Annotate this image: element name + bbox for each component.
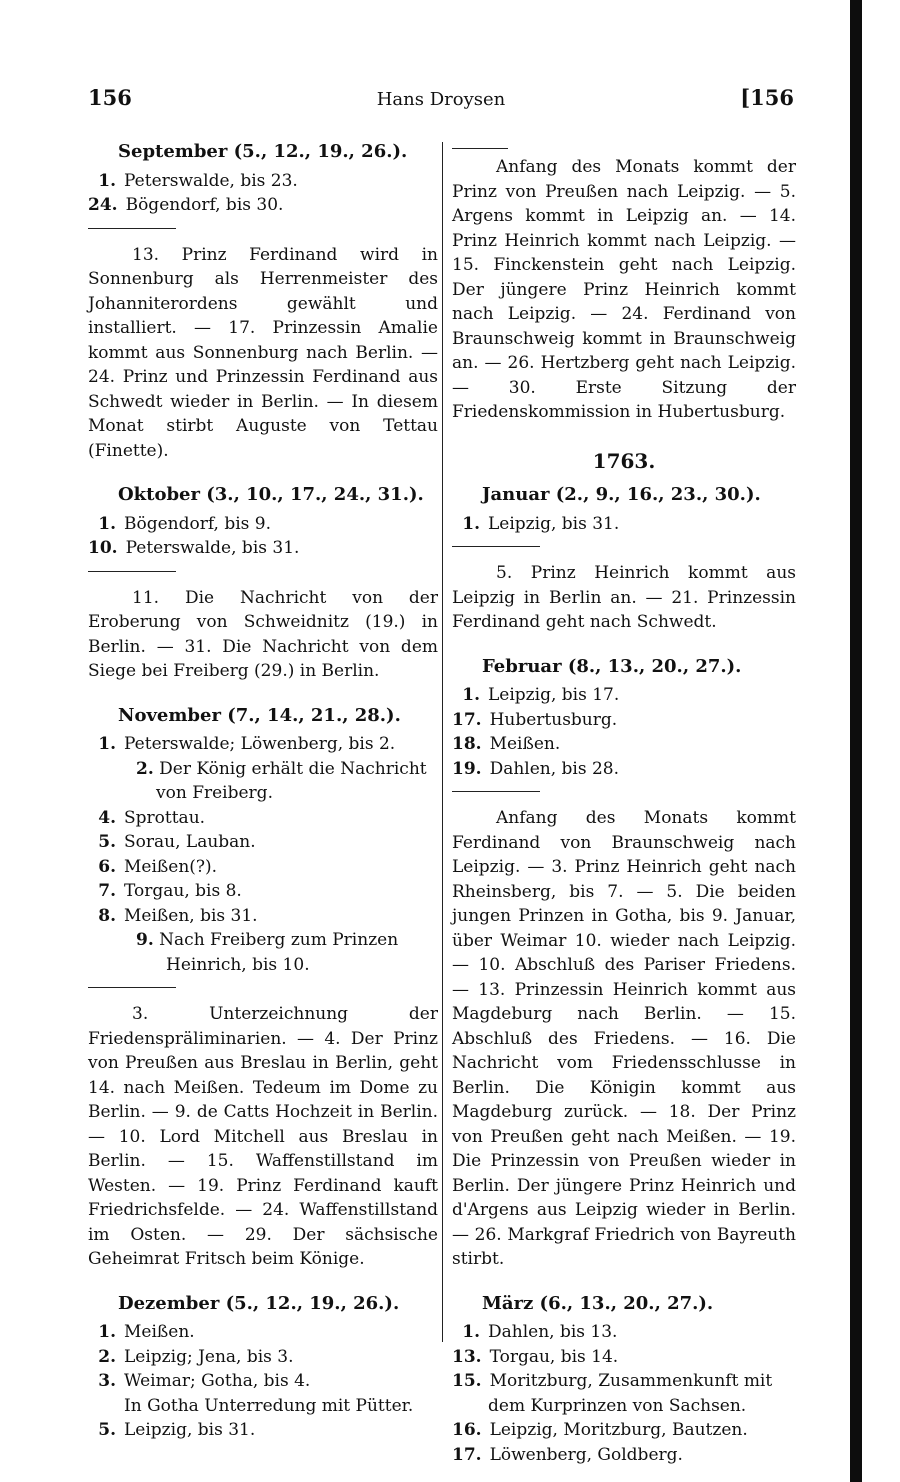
- events-paragraph-februar: Anfang des Monats kommt Ferdinand von Braunschweig nach Leipzig. — 3. Prinz Heinrich geht nach Rheinsberg, bis 7. — 5. Die beiden jungen Prinzen in Gotha, bis 9. Januar, über Weimar 10. wieder nach Leipzig. — 10. Abschluß des Pariser Friedens. — 13. Prinzessin Heinrich kommt aus Magdeburg nach Berlin. — 15. Abschluß des Friedens. — 16. Die Nachricht vom Friedensschlusse in Berlin. Die Königin kommt aus Magdeburg zurück. — 18. Der Prinz von Preußen geht nach Meißen. — 19. Die Prinzessin von Preußen wieder in Berlin. Der jüngere Prinz Heinrich und d'Argens aus Leipzig wieder in Berlin. — 26. Markgraf Friedrich von Bayreuth stirbt.: [452, 808, 796, 1269]
- page-number-left: 156: [88, 85, 132, 110]
- itinerary-entry: [88, 1320, 438, 1345]
- page-edge-bar: [850, 0, 862, 1482]
- entry-day: 7.: [98, 881, 116, 901]
- month-heading-februar: Februar (8., 13., 20., 27.).: [482, 655, 742, 677]
- itinerary-entry: [88, 1418, 438, 1443]
- entry-text: Peterswalde, bis 31.: [125, 538, 300, 558]
- entry-day: 18.: [452, 734, 482, 754]
- column-divider: [442, 142, 443, 1342]
- right-column: [452, 140, 796, 1467]
- itinerary-entry: [452, 1418, 796, 1443]
- itinerary-entry: [452, 1443, 796, 1468]
- itinerary-entry: [88, 536, 438, 561]
- itinerary-entry: [88, 830, 438, 855]
- entry-text: Leipzig, bis 31.: [124, 1420, 256, 1440]
- entry-day: 5.: [98, 832, 116, 852]
- section-rule: [452, 546, 540, 547]
- month-heading-dezember: Dezember (5., 12., 19., 26.).: [118, 1292, 400, 1314]
- entry-day: 17.: [452, 1444, 482, 1465]
- events-paragraph-continued: Anfang des Monats kommt der Prinz von Preußen nach Leipzig. — 5. Argens kommt in Leipzig an. — 14. Prinz Heinrich kommt nach Leipzig. — 15. Finckenstein geht nach Leipzig. Der jüngere Prinz Heinrich kommt nach Leipzig. — 24. Ferdinand von Braunschweig kommt in Braunschweig an. — 26. Hertzberg geht nach Leipzig. — 30. Erste Sitzung der Friedenskommission in Hubertusburg.: [452, 157, 796, 422]
- entry-day: 1.: [98, 734, 116, 754]
- itinerary-entry: [452, 1369, 796, 1394]
- entry-day: 2.: [98, 1346, 116, 1367]
- entry-text: Meißen.: [124, 1322, 195, 1342]
- entry-text: Hubertusburg.: [489, 709, 618, 730]
- entry-day: 1.: [98, 170, 116, 191]
- entry-text: Weimar; Gotha, bis 4.: [124, 1371, 311, 1391]
- entry-day: 6.: [98, 856, 116, 877]
- month-heading-januar: Januar (2., 9., 16., 23., 30.).: [482, 484, 761, 505]
- events-paragraph-oktober: 11. Die Nachricht von der Eroberung von Schweidnitz (19.) in Berlin. — 31. Die Nachricht von dem Siege bei Freiberg (29.) in Berlin.: [88, 587, 438, 681]
- sub-entry-continuation: von Freiberg.: [156, 783, 273, 803]
- entry-day: 1.: [462, 685, 480, 705]
- running-title: Hans Droysen: [376, 89, 506, 110]
- entry-day: 8.: [98, 905, 116, 926]
- entry-day: 1.: [98, 1322, 116, 1342]
- itinerary-entry: [88, 169, 438, 194]
- itinerary-entry: [452, 708, 796, 733]
- itinerary-entry: [88, 806, 438, 831]
- sub-entry: [88, 928, 438, 953]
- entry-text: Peterswalde; Löwenberg, bis 2.: [124, 734, 396, 754]
- itinerary-entry: [452, 512, 796, 537]
- events-paragraph-januar: 5. Prinz Heinrich kommt aus Leipzig in Berlin an. — 21. Prinzessin Ferdinand geht nach Schwedt.: [452, 563, 796, 632]
- entry-text: Meißen, bis 31.: [124, 905, 258, 926]
- itinerary-entry: [88, 879, 438, 904]
- itinerary-entry: [88, 193, 438, 218]
- section-rule: [88, 987, 176, 988]
- entry-text: Dahlen, bis 28.: [489, 758, 620, 779]
- entry-text: Leipzig, bis 17.: [488, 685, 620, 705]
- events-paragraph-september: 13. Prinz Ferdinand wird in Sonnenburg als Herrenmeister des Johanniterordens gewählt und installiert. — 17. Prinzessin Amalie kommt aus Sonnenburg nach Berlin. — 24. Prinz und Prinzessin Ferdinand aus Schwedt wieder in Berlin. — In diesem Monat stirbt Auguste von Tettau (Finette).: [88, 244, 438, 461]
- sub-entry: [88, 757, 438, 782]
- entry-day: 17.: [452, 709, 482, 730]
- entry-text: Peterswalde, bis 23.: [124, 170, 298, 191]
- itinerary-entry: [452, 757, 796, 782]
- itinerary-entry: [88, 732, 438, 757]
- section-rule: [88, 571, 176, 572]
- itinerary-entry: [88, 1345, 438, 1370]
- itinerary-entry: [88, 904, 438, 929]
- entry-day: 19.: [452, 758, 482, 779]
- page-number-right: [156: [740, 85, 794, 110]
- left-column: [88, 140, 438, 1443]
- entry-text: Torgau, bis 8.: [124, 881, 242, 901]
- entry-day: 1.: [462, 1322, 480, 1342]
- entry-day: 5.: [98, 1420, 116, 1440]
- entry-day: 3.: [98, 1371, 116, 1391]
- entry-text: Leipzig, bis 31.: [488, 513, 620, 534]
- entry-day: 9.: [136, 930, 154, 950]
- entry-day: 24.: [88, 195, 118, 215]
- entry-day: 16.: [452, 1420, 482, 1440]
- entry-text: Meißen(?).: [124, 856, 218, 877]
- entry-text: Der König erhält die Nachricht: [159, 758, 427, 779]
- entry-text: Leipzig; Jena, bis 3.: [124, 1346, 294, 1367]
- section-rule: [452, 791, 540, 792]
- section-rule: [452, 148, 508, 149]
- entry-text: Sprottau.: [124, 807, 206, 828]
- year-heading: 1763.: [592, 448, 656, 473]
- running-header: [88, 86, 794, 116]
- entry-day: 10.: [88, 538, 118, 558]
- itinerary-entry: [88, 512, 438, 537]
- month-heading-november: November (7., 14., 21., 28.).: [118, 704, 401, 726]
- entry-day: 2.: [136, 758, 154, 779]
- itinerary-entry: [452, 683, 796, 708]
- entry-text: Dahlen, bis 13.: [488, 1322, 618, 1342]
- entry-text: Meißen.: [489, 734, 561, 754]
- entry-text: Sorau, Lauban.: [124, 832, 256, 852]
- month-heading-maerz: März (6., 13., 20., 27.).: [482, 1292, 714, 1314]
- itinerary-entry: [452, 732, 796, 757]
- itinerary-entry: [452, 1345, 796, 1370]
- itinerary-entry: [452, 1320, 796, 1345]
- entry-text: Leipzig, Moritzburg, Bautzen.: [489, 1420, 748, 1440]
- itinerary-entry: [88, 1369, 438, 1394]
- entry-note: In Gotha Unterredung mit Pütter.: [124, 1395, 414, 1416]
- entry-text: Nach Freiberg zum Prinzen: [159, 930, 399, 950]
- entry-text: Torgau, bis 14.: [489, 1346, 619, 1367]
- entry-text: Bögendorf, bis 9.: [124, 513, 272, 534]
- sub-entry-continuation: Heinrich, bis 10.: [166, 954, 310, 975]
- month-heading-oktober: Oktober (3., 10., 17., 24., 31.).: [118, 484, 424, 505]
- entry-day: 15.: [452, 1371, 482, 1391]
- month-heading-september: September (5., 12., 19., 26.).: [118, 141, 408, 162]
- entry-text: Bögendorf, bis 30.: [125, 195, 284, 215]
- events-paragraph-november: 3. Unterzeichnung der Friedenspräliminarien. — 4. Der Prinz von Preußen aus Breslau in Berlin, geht 14. nach Meißen. Tedeum im Dome zu Berlin. — 9. de Catts Hochzeit in Berlin. — 10. Lord Mitchell aus Breslau in Berlin. — 15. Waffenstillstand im Westen. — 19. Prinz Ferdinand kauft Friedrichsfelde. — 24. Waffenstillstand im Osten. — 29. Der sächsische Geheimrat Fritsch beim Könige.: [88, 1004, 438, 1269]
- entry-day: 13.: [452, 1346, 482, 1367]
- section-rule: [88, 228, 176, 229]
- entry-day: 1.: [98, 513, 116, 534]
- itinerary-entry: [88, 855, 438, 880]
- entry-continuation: dem Kurprinzen von Sachsen.: [488, 1395, 747, 1416]
- entry-text: Löwenberg, Goldberg.: [489, 1444, 683, 1465]
- entry-text: Moritzburg, Zusammenkunft mit: [489, 1371, 773, 1391]
- entry-day: 1.: [462, 513, 480, 534]
- entry-day: 4.: [98, 807, 116, 828]
